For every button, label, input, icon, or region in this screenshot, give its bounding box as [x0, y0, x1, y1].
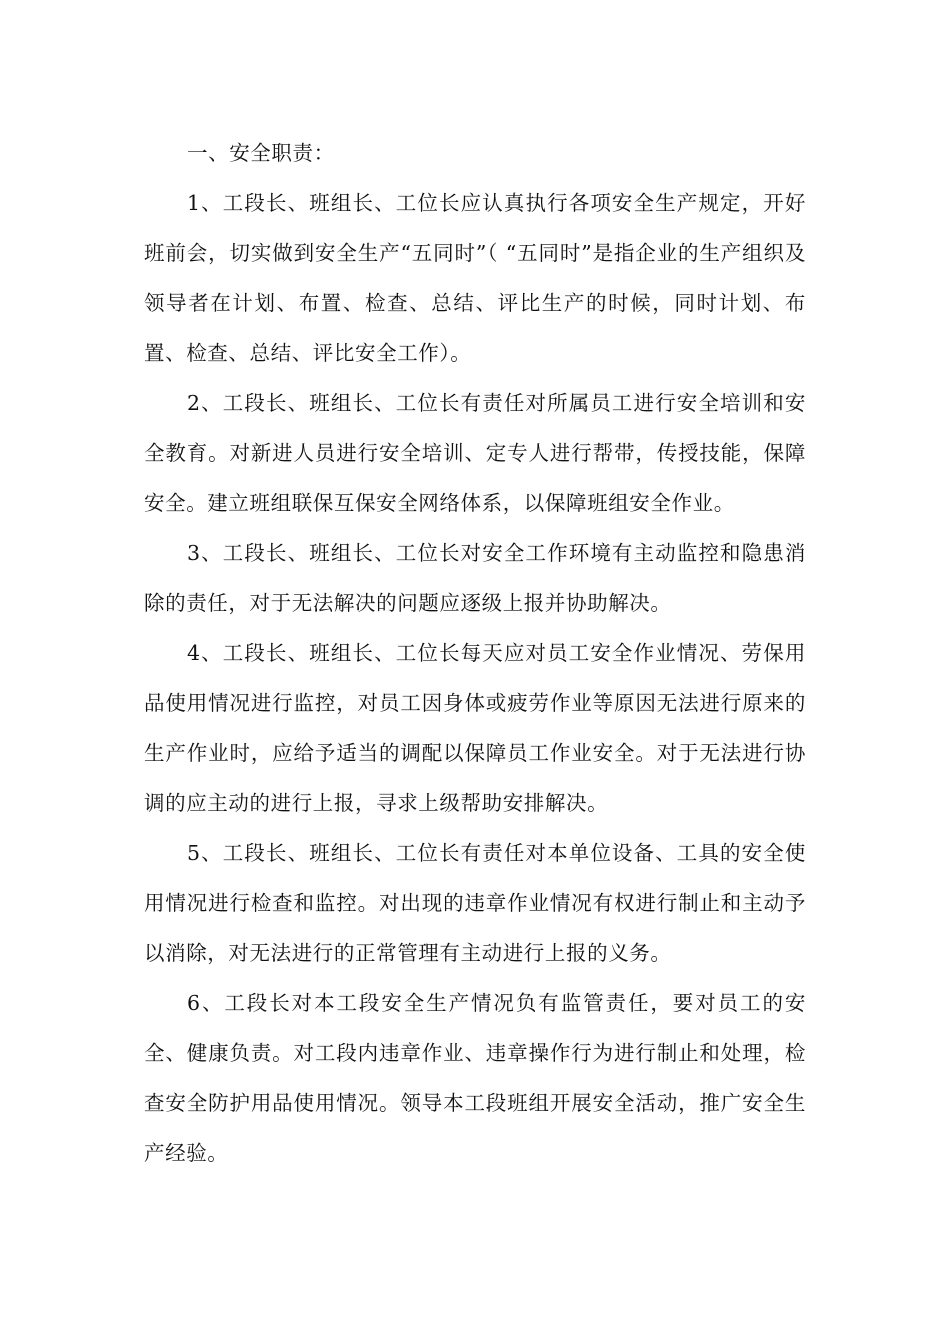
- paragraph-4: 4、工段长、班组长、工位长每天应对员工安全作业情况、劳保用品使用情况进行监控，对员工因身体或疲劳作业等原因无法进行原来的生产作业时，应给予适当的调配以保障员工作业安全。对于无法进行协调的应主动的进行上报，寻求上级帮助安排解决。: [144, 641, 806, 815]
- paragraph-6: 6、工段长对本工段安全生产情况负有监管责任，要对员工的安全、健康负责。对工段内违章作业、违章操作行为进行制止和处理，检查安全防护用品使用情况。领导本工段班组开展安全活动，推广安全生产经验。: [144, 991, 806, 1165]
- paragraph-2: 2、工段长、班组长、工位长有责任对所属员工进行安全培训和安全教育。对新进人员进行安全培训、定专人进行帮带，传授技能，保障安全。建立班组联保互保安全网络体系，以保障班组安全作业。: [144, 391, 806, 515]
- paragraph-3: 3、工段长、班组长、工位长对安全工作环境有主动监控和隐患消除的责任，对于无法解决的问题应逐级上报并协助解决。: [144, 541, 806, 615]
- paragraph-5: 5、工段长、班组长、工位长有责任对本单位设备、工具的安全使用情况进行检查和监控。对出现的违章作业情况有权进行制止和主动予以消除，对无法进行的正常管理有主动进行上报的义务。: [144, 841, 806, 965]
- paragraph-1: 1、工段长、班组长、工位长应认真执行各项安全生产规定，开好班前会，切实做到安全生产“五同时”（ “五同时”是指企业的生产组织及领导者在计划、布置、检查、总结、评比生产的时候，同时计划、布置、检查、总结、评比安全工作）。: [144, 191, 806, 365]
- section-heading: 一、安全职责：: [187, 141, 335, 165]
- document-body: [144, 128, 806, 1178]
